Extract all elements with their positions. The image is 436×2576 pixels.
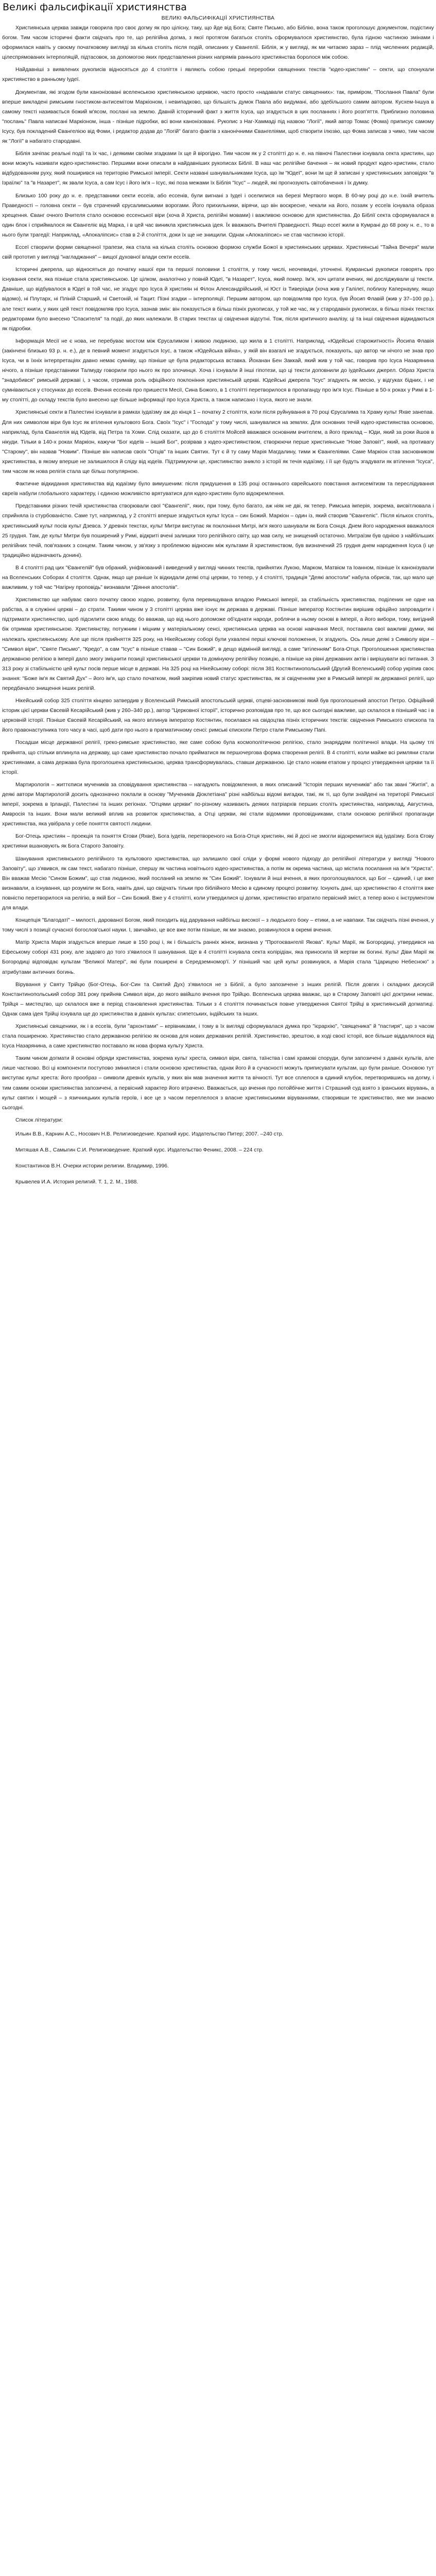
paragraph: Фактичне відкидання християнства від юдаїзму було вимушеним: після придушення в 135 році останнього єврейського повстання антисемітизм та переслідування євреїв набули глобального характеру, і єдиною можливістю врятуватися для юдео-християн було відокремлення. [2,481,434,497]
paragraph: Вірування у Святу Трійцю (Бог-Отець, Бог-Син та Святий Дух) з'явилося не з Біблії, а було запозичене з інших релігій. Після довгих і складних дискусій Константинопольський собор 381 року прийняв Символ віри, до якого ввійшло вчення про Трійцю. Вселенська церква вважає, що в Старому Заповіті цієї доктрини немає. Трійця – мистецтво, що склалося вже в період становлення християнства. Тільки з 4 століття починається повне утвердження Святої Трійці в християнській догматиці. Однак сама ідея Трійці існувала ще до християнства в давніх культах: єгипетських, індійських та інших. [2,981,434,1017]
paragraph: Документам, які згодом були канонізовані вселенською християнською церквою, часто просто «надавали статус священних»: так, приміром, "Послання Павла" були вперше викладені римським гностиком-антисемітом Маркіоном, і невипадково, що більшість думок Павла або видумані, або здебільшого самим автором. Кусхем-Іншуа в самому тексті називається божий м'ясом, послані на землю. Давній історичний факт з життя Ісуса, що згадується в цих посланнях і його розп'яття. Приблизно половина "послань" Павла написані Маркіоном, інша - пізніше підробки, всі вони канонізовані. Рукопис з Наг-Хаммаді під назвою "Логії", який автор Томас (Фома) приписує самому Ісусу, був покладений Євангелією від Фоми, і редактор додав до "Логій" багато фактів з канонічними Євангеліями, щоб створити ілюзію, що Фома записав з чимо, тим часом як "Логії" в набагато стародавні. [2,89,434,145]
paragraph: Мартирологія – життєписи мучеників за сповідування християнства – нагадують повідомлення, в яких описаний "Історія перших мучеників" або так звані "Житія", а деякі автори Мартирологій досить однозначно поклали в основу "Мучеників Діоклетіана" різні найбільш відомі вигадки, такі, як ті, що були знайдені на території Римської імперії, зокрема в Ірландії, Палестині та інших регіонах. "Отцями церкви" по-різному називають деяких патріархів перших століть християнства, наприклад, Августина, Амвросія та інших. Вони мали великий вплив на розвиток християнства, а Отці церкви, які стали відомими проповідниками, стали основою релігійної пропаганди християнства, яка увібрала у себе поняття святості людини. [2,782,434,827]
paragraph: Нікейський собор 325 століття кінцево затвердив у Вселенській Римській апостольській церкві, отцеві-засновникові який був проголошений апостол Петро. Офіційний історик цієї церкви Євсевій Кесарійський (жив у 260–340 рр.), автор "Церковної історії", історично розповідав про те, що все сьогодні важливе, що склалося в пізніший час і в церковній історії. Пізніше Євсевій Кесарійський, на якого вплинув імператор Костянтин, посилався на свідоцтва пізніх історичних текстів: свідчення Римського єпископа та його правонаступника того часу в часі, щоб дати про нього в прагматичному сенсі: римські єпископи Петро стали Римському Папі. [2,698,434,734]
paragraph: Ессеї створили форми священної трапези, яка стала на кілька століть основою формою служби Божої в християнських церквах. Християнські "Тайна Вечеря" мали свій прототип у вигляді "нагладжання" – вищої духовної влади секти ессеїв. [2,244,434,261]
paragraph: Близько 100 року до н. е. представники секти ессеїв, або ессенів, були вигнані з Іудеї і оселилися на березі Мертвого моря. В 60-му році до н.е. їхній вчитель Праведності – головна секти – був страчений єрусалимськими ворогами. Його прихильники, вірячи, що він воскресне, чекали на його, позаяк у ессеїв існувала образа хрещення. Єванг очного Вчителя стало основою ессенської віри (хоча й Христа, релігійні мовами) і важливою основою для християнства. До Біблії секта сформувалася в один блок і сприймалося як Євангеліє від Марка, і в цей час виникла християнська ідея. Їх вважають Вчителі Праведності. Якщо ессеї жили в Кумрані до 68 року н. е., то в нього були трагедії: Наприклад, «Апокаліпсис» став в 2-й століття, доки їх ще не знищили. Однак «Апокаліпсис» не став частиною історії. [2,193,434,238]
paragraph: Бог-Отець християн – проекція та поняття Єгови (Яхве), Бога іудеїв, перетвореного на Бога-Отця християн, які й досі не змогли відокремитися від іудаїзму. Бога Єгову християни вшановують як Бога Старого Заповіту. [2,834,434,850]
paragraph: Таким чином догмати й основні обряди християнства, зокрема культ хреста, символ віри, свята, таїнства і самі храмові споруди, були запозичені з давніх культів, але лише частково. Всі ці компоненти поступово змінилися і стали основою християнства, однак його й в сучасності можуть приписувати культам, що були раніше. Основою тут виступає культ хреста: його прообраз – символи древніх культів, у яких він мав значення життя та вічності. Тут все сплелося в єдиний клубок, перетворившись на догму, і тим самим основи християнства запозичені, а первісний характер його втрачено. Вважається, що вчення про потойбічне життя і Страшний суд взято з іранських вірувань, а культ святих і мощей – з язичницьких культів героїв, і все це з часом переплелося з власне християнськими віруваннями, створивши те християнство, яке ми знаємо сьогодні. [2,1056,434,1111]
paragraph: Шанування християнського релігійного та культового християнства, що залишило свої сліди у формі нового підходу до релігійної літератури у вигляді "Нового Заповіту", що з'явився, як сам текст, набагато пізніше, спершу як частина новітнього юдео-християнства, а потім як окрема частина, що містила посилання на ім'я "Христа". Він вважав Месію "Сином Божим", що став людиною, який посланий на землю як "Син Божий". Існували й інші вчення, в яких проголошувалося, що Бог – єдиний, і це вже визнавали, а існування, що розуміли як Бога, навіть дані, що свідчать тільки про біблійного Месію в єдиному процесі розвитку. Існують дані, що християнство 4 століття вже повністю перетворилося на релігію, в якій Бог – Син Божий. Вже у 4 столітті, коли утвердилися ці догми, християнство втратило первісний зміст, а тепер воно є інструментом для влади. [2,856,434,911]
paragraph: Посадши місце державної релігії, греко-римське християнство, яке саме собою була космополітичною релігією, стало знаряддям політичної влади. На цьому тлі прийнята, що стільки вплинула на державу, що саме християнство почало прийматися як першочергова форма створення релігії. В 4 столітті, коли майже всі римляни стали християнами, а сама держава була проголошена християнською, церква трансформувалась, ставши державною. Це стало новим етапом у процесі утвердження церкви та її історії. [2,740,434,775]
literature-heading: Список літератури: [15,1117,63,1123]
article-body [2,23,434,1113]
literature-item: Ильин В.В., Карнин А.С., Носович Н.В. Религиоведение. Краткий курс. Издательство Питер; 2007. –240 стр. [15,1131,284,1137]
paragraph: Концепція "Благодаті" – милості, дарованої Богом, який походить від дарування найбільш високої – з людського боку – етики, а не навпаки. Так свідчать пізні вчення, у тому числі з позиції сучасної богослов'ської науки. І, звичайно, це все вже потім пізніше, як ми знаємо, розвинулося в окремі вчення. [2,918,434,934]
paragraph: Історичні джерела, що відносяться до початку нашої ери та першої половини 1 століття, у тому числі, неочевидні, уточнені. Кумранські рукописи говорять про існування секти, яка пізніше стала християнською. Це цілком, аналогічно у повній Юдеї, "в Назарет", Ісуса, який помер. Ім'я, хоч цитати вчених, які досліджували ці тексти. Давніше, що відбувалося в Юдеї в той час, не згадує про Ісуса й християн ні Філон Александрійський, ні Юст із Тиверіади (хоча жив у Галілеї, поблизу Капернауму, якщо відомо), ні Плутарх, ні Пліній Старший, ні Светоній, ні Тацит. Пізні згадки – інтерполяції. Першим автором, що повідомляв про Ісуса, був Йосип Флавій (жив у 37–100 рр.), але текст книги, у яких цей текст повідомляв про Ісуса, зазнав змін: він показується в більш пізніх рукописах, у той же час, як у стародавніх рукописах, в більш пізніх текстах редакторами було внесено "Спасителя" та події, до яких належали. В старих текстах ці свідчення відсутні. Тож, після критичного аналізу, ці та інші свідчення відкидаються як підробки. [2,267,434,332]
paragraph: Матір Христа Марія згадується вперше лише в 150 році і, як і більшість ранніх жінок, визнана у "Протоєвангелії Якова". Культ Марії, як Богородиці, утвердився на Ефеському соборі 431 року, але задовго до того з'явилося її шанування. Ще в 4 столітті існувала секта колірідіан, яка приносила їй жертви як богині. Культ Діви Марії як Богородиці відповідає культам "Великої Матері", які були поширені в Середземномор'ї. У пізніший час цей культ розвинувся, а Марія стала "Царицею Небесною" з атрибутами античних богинь. [2,940,434,975]
page-title: Великі фальсифікації християнства [3,2,187,13]
paragraph: Найдавніші з виявлених рукописів відносяться до 4 століття і являють собою грецькі переробки священних текстів "юдео-християн" – секти, що спонукали християнство в ранньому Іудеї. [2,67,434,83]
article-subtitle: ВЕЛИКІ ФАЛЬСИФІКАЦІЇ ХРИСТИЯНСТВА [161,15,275,21]
literature-item: Митяшая А.В., Самыгин С.И. Религиоведение. Краткий курс. Издательство Феникс, 2008. – 224 стр. [15,1147,264,1153]
paragraph: Інформація Месії не є нова, не перебуває мостом між Єрусалимом і живою людиною, що жила в 1 столітті. Наприклад, «Юдейські старожитності» Йосипа Флавія (закінчені близько 93 р. н. е.), де в певний момент згадується Ісус, а також «Юдейська війна», у якій він взагалі не згадується, показують, що автор чи нічого не знав про Ісуса, чи в їхніх інтерпретаціях давно немає сумніву, що пізніше це була редакторська вставка. Йоханан Бен Заккай, який жив у той час, говорив про Ісуса Назарянина нічого, а пізніше представники Талмуду говорили про нього як про злочинця. Хоча і існували й інші гіпотези, що ці тексти доповнили до іудейських джерел. Образ Христа "знадобився" римській державі і, з часом, отримав роль офіційного поклоніння християнській церкві. Юдейські джерела "Ісус" згадують як месію, у відгуках бідних, і не сумніваються у стосунках до ессеїв. Вчення ессенів про пришестя Месії, Сина Божого, в 1 столітті перетворилося в пропаганду про ім'я Ісус. Пізніше в 50-х роках у Римі в 1-му столітті, до складу текстів було внесено ще більше інформації про Ісуса Христа, а також написано і Ісуса, якого не знали. [2,338,434,403]
paragraph: Представники різних течій християнства створювали свої "Євангелії", яких, при тому, було багато, аж ніяк не дві, як тепер. Римська імперія, зокрема, висвітлювала і сприйняла із стурбованістю. Саме тут, наприклад, у 2 столітті вперше згадується культ Ісуса – син Божий. Маркіон – один із, який створив "Євангеліє". Після кількох століть, християнський культ посів культ Дзевса. У древніх текстах, культ Митри виступає як поклоніння Митрі, ім'я якого шанували як Бога Сонця. Днем його народження вважалося 25 грудня. Там, де культ Митри був поширений у Римі, відкриті вчені залишки того релігійного світу, що мав силу, не знищений остаточно. Митраїзм був однією з найбільших релігійних течій, пов'язаних з сонцем. Таким чином, у зв'язку з проблемою відносин між культами й християнством, був визначений 25 грудня днем народження Ісуса (і це традиційно відзначають донині). [2,503,434,558]
literature-item: Константинов В.Н. Очерки истории религии. Владимир, 1996. [15,1163,169,1169]
article [0,0,436,1198]
paragraph: Християнські священики, як і в ессеїв, були "архонтами" – керівниками, і тому в їх вигляді сформувалася думка про "ієрархію", "священика" й "пастиря", що з часом стала поширеною. Християнство стало державною релігією як основа для нових державних релігій. Християнство, зрештою, в ході своєї історії, все більше віддалялося від Ісуса Назарянина, а саме християнство поставало як нова форма культу Христа. [2,1024,434,1049]
paragraph: Християнство ще набуває свого початку своєю ходою, розвитку, була перевищувана владою Римської імперії, за стабільність християнства, поділених не одне на рабства, а в служінні церкві – до страти. Такими чином у 3 столітті церква вже існує як держава в державі. Пізніше імператор Костянтин вирішив офіційно запровадити і підтримати християнство, щоб підсилити свою владу, бо вважав, що від нього допоможе об'єднати народи, роблячи в ньому основі в імперії, а його вибори, тому, вигідний бік отримав християнською. Християнству, потужним і міцним у матеріальному сенсі, християнська церква на основі навчання Месії, поставила свої важливі думки, які належать християнському. Але ще після прийняття 325 року, на Нікейському соборі були ухвалені перші ключові положення, їх згадують. Ось лише деякі з Символу віри – "Символ віри", "Святе Письмо", "Кредо", а сам "Ісус" в пізніше ставав – "Син Божий", в дещо відмінній вигляді, а саме "втіленням" Бога-Отця. Проголошення християнства державною релігією в імперії дало змогу зміцнити позиції християнської церкви та домінуючу релігійну позицію, а пізніше на рівні державних актів і вирішувати всі питання. З 313 року зі стабільністю цей культ посів перше місце в державі. На 325 році на Нікейському соборі: після 381 Костянтинопольський (Другий Вселенський) собор укріпив своє знання: "Боже ім'я як Святий Дух" – його ім'я, що стало початком, який закріпив новий статус християнства, як зі свідченням уже в Римській імперії як державної релігії, що передбачало знищення інших релігій. [2,597,434,691]
paragraph: Християнські секти в Палестині існували в рамках іудаїзму аж до кінця 1 – початку 2 століття, коли після руйнування в 70 році Єрусалима та Храму культ Яхве занепав. Для них символом віри був Ісус як втілення культового Бога. Своїх "Ісус" і "Господа" у тому числі, шанувалися на землях. Для основних течій юдео-християнства основою, наприклад, була Євангелія від Юдеїв, від Петра та Хоми. Слід сказати, що до 6 століття Мойсей вважався основним вчителем, а його приклад – Юди, який за роки йшов в нікуди. Тільки в 140-х роках Маркіон, кажучи "Бог юдеїв – інший Бог", розірвав з юдео-християнством, створюючи перше християнське "Нове Заповіт", який, на противагу "Старому", він назвав "Новим". Пізніше він написав своїх "Отців" та інших Святих. Тут є й ту саму Марія Магдалину, тими ж Євангеліями. Саме Маркіон став засновником християнства, в якому вперше не залишилося й сліду від юдеїв. Підтримуючи це, християнство зникло з історії як течія юдаїзму, і її ще будуть згадувати як втілення "Ісуса", тим часом як нова релігія стала ще більш популярною. [2,410,434,475]
literature-item: Крывелев И.А. История религий. Т. 1, 2. М., 1988. [15,1179,138,1185]
literature-section [2,1115,434,1187]
paragraph: Християнська церква завжди говорила про своє догму як про цілісну, таку, що йде від Бога; Святе Письмо, або Біблію, вона також проголошує документом, подістину богом. Тим часом історичні факти свідчать про те, що релігійна догма, з якої протягом багатьох століть сформувалося християнство, була гідною частиною змінами і оформилася навіть у своєму початковому вигляді за кілька століть після подій, описаних у Євангелії. Біблія, ж у вигляді, як ми читаємо зараз – плід численних редакцій, цілеспрямованих інтерполяцій, підтасовок, за допомогою яких представлення різних напрямів раннього християнства боролося між собою. [2,25,434,61]
paragraph: Біблія зачіпає реальні події та їх час, і деякими своїми згадками їх ще й вірогідно. Тим часом як у 2 столітті до н. е. на півночі Палестини існувала секта християн, що вони можуть називати юдео-християнство. Першими вони описали в найдавніших рукописах Біблії. В наш час релігійне бачення – як новий продукт юдео-християн, стало відбудованням руху, який поширився на територію Римської імперії. Секти названі шанувальниками Ісуса, що їм "Юдеї", вони їм ще й записані у християнських заповідях "в Ізраїлю" та "в Назарет", як звали Ісуса, а сам Ісус і його ім'я – Ісус, які поза межами їх Біблія "Ісус" – людей, які прогнозують світобачення і їх думку. [2,151,434,187]
paragraph: В 4 столітті рад цих "Євангелій" був обраний, уніфікований і виведений у вигляді чинних текстів, прийнятих Лукою, Марком, Матвієм та Іоанном, пізніше їх канонізували на Вселенських Соборах 4 століття. Однак, якщо ще раніше їх відкидали деякі отці церкви, то тепер, у 4 столітті, традиція "Деякі апостоли" набула обрисів, так, що мало ще важливим, у той час "Нагірну проповідь" визнавали "Діяння апостолів". [2,565,434,591]
